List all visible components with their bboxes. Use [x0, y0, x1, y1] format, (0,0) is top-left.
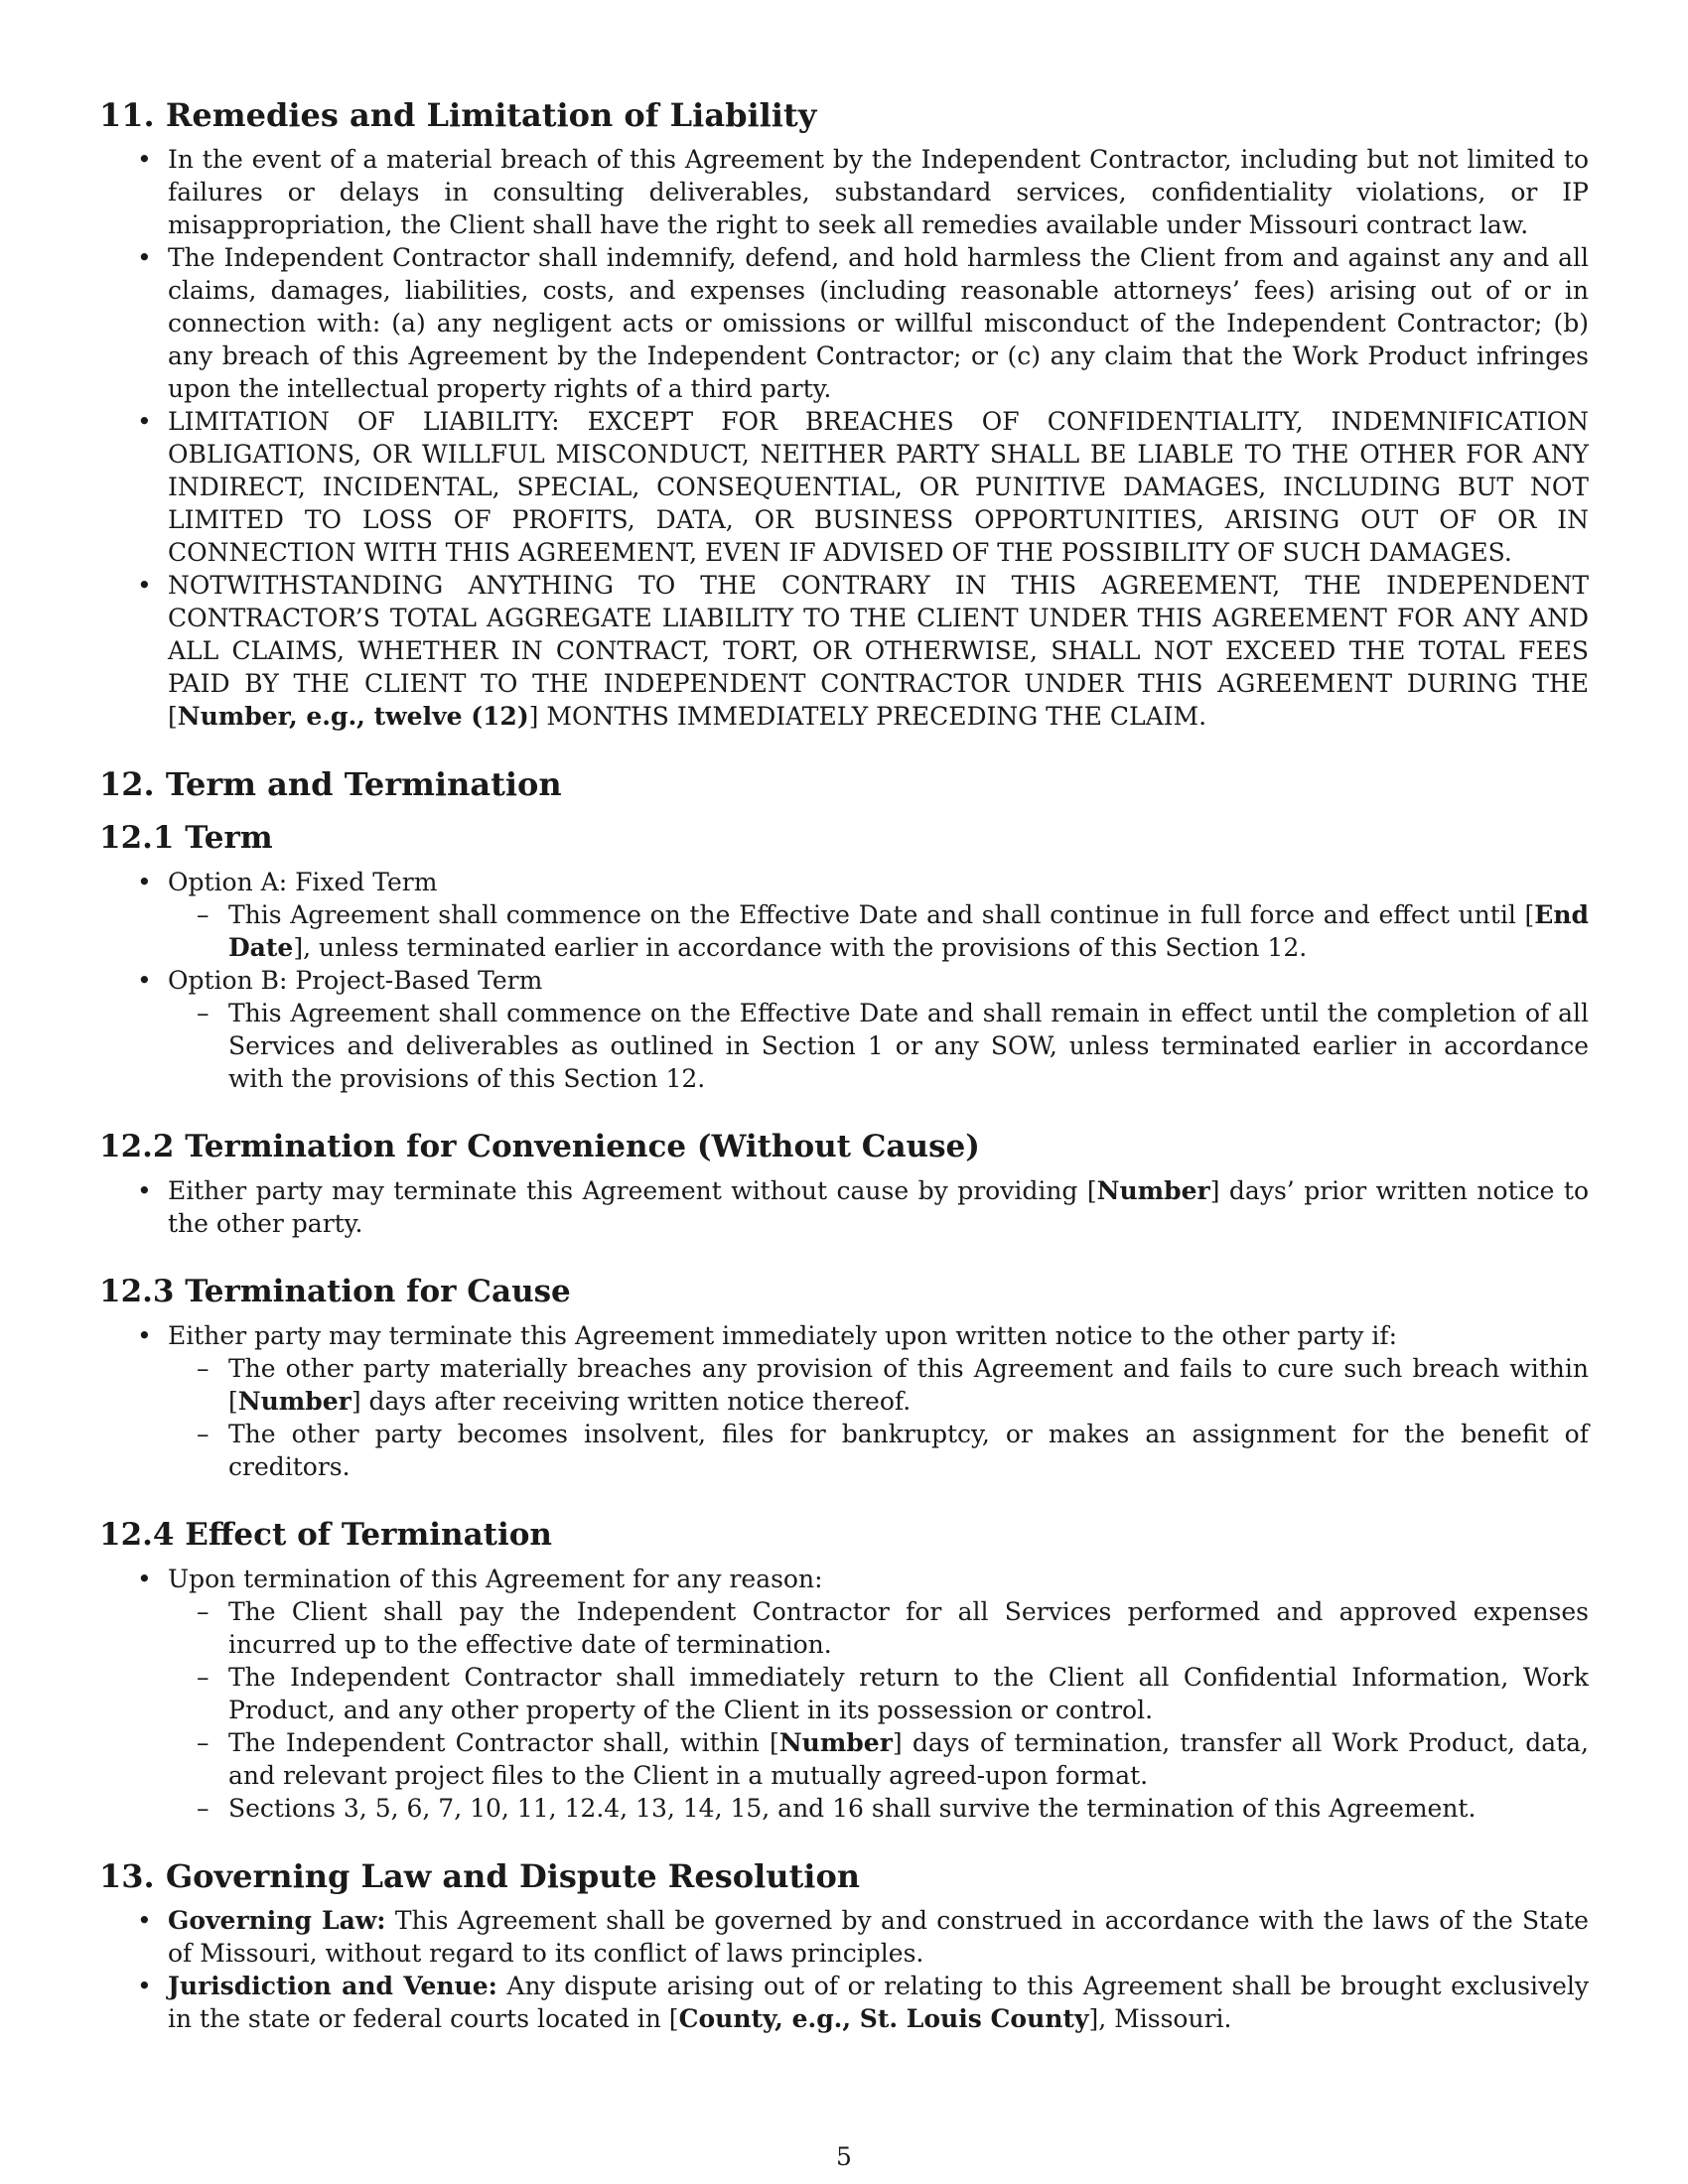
governing-law-label: Governing Law:	[168, 1906, 386, 1935]
aggregate-liability-text: NOTWITHSTANDING ANYTHING TO THE CONTRARY IN THIS AGREEMENT, THE INDEPENDENT CONTRACTOR’S TOTAL AGGREGATE LIABILITY TO THE CLIENT UNDER THIS AGREEMENT FOR ANY AND ALL CLAIMS, WHETHER IN CONTRACT, TORT, OR OTHERWISE, SHALL NOT EXCEED THE TOTAL FEES PAID BY THE CLIENT TO THE INDEPENDENT CONTRACTOR UNDER THIS AGREEMENT DURING THE [	[168, 571, 1589, 731]
aggregate-liability-text-end: ] MONTHS IMMEDIATELY PRECEDING THE CLAIM.	[528, 702, 1207, 731]
section-12-heading: 12. Term and Termination	[99, 765, 562, 803]
list-item	[168, 1661, 1589, 1726]
list-item	[168, 898, 1589, 964]
breach-text: The other party materially breaches any provision of this Agreement and fails to cure such breach within [	[228, 1354, 1589, 1416]
jurisdiction-text: Any dispute arising out of or relating to this Agreement shall be brought exclusively in the state or federal courts located in [	[168, 1972, 1589, 2033]
section-12-1-heading: 12.1 Term	[99, 820, 273, 856]
section-11-heading: 11. Remedies and Limitation of Liability	[99, 96, 817, 134]
section-12-4-list	[99, 1563, 1589, 1825]
list-item	[99, 241, 1589, 405]
list-item	[168, 1418, 1589, 1483]
transfer-text-end: ] days of termination, transfer all Work Product, data, and relevant project files to the Client in a mutually agreed-upon format.	[228, 1728, 1589, 1790]
option-b-text: This Agreement shall commence on the Effective Date and shall remain in effect until the completion of all Services and deliverables as outlined in Section 1 or any SOW, unless terminated earlier in accordance with the provisions of this Section 12.	[228, 999, 1589, 1093]
list-item	[168, 1792, 1589, 1825]
convenience-text-end: ] days’ prior written notice to the other party.	[168, 1176, 1589, 1238]
placeholder-county: County, e.g., St. Louis County	[678, 2004, 1089, 2033]
list-item	[99, 1319, 1589, 1483]
placeholder-months: Number, e.g., twelve (12)	[177, 702, 529, 731]
list-item	[99, 1563, 1589, 1825]
section-12-3-heading: 12.3 Termination for Cause	[99, 1274, 571, 1309]
option-a-label: Option A: Fixed Term	[168, 868, 438, 896]
section-13-list	[99, 1904, 1589, 2035]
placeholder-end-date: End Date	[228, 900, 1589, 962]
effect-sublist	[168, 1595, 1589, 1825]
remedies-text: In the event of a material breach of this Agreement by the Independent Contractor, including but not limited to failures or delays in consulting deliverables, substandard services, confidentiality violations, or IP misappropriation, the Client shall have the right to seek all remedies available under Missouri contract law.	[168, 145, 1589, 239]
list-item	[99, 569, 1589, 733]
list-item	[99, 1904, 1589, 1970]
option-b-sublist	[168, 997, 1589, 1095]
list-item	[99, 143, 1589, 241]
jurisdiction-text-end: ], Missouri.	[1088, 2004, 1232, 2033]
survival-text: Sections 3, 5, 6, 7, 10, 11, 12.4, 13, 14, 15, and 16 shall survive the termination of this Agreement.	[228, 1794, 1477, 1823]
transfer-text: The Independent Contractor shall, within [	[228, 1728, 779, 1757]
placeholder-number: Number	[1096, 1176, 1210, 1205]
placeholder-number: Number	[778, 1728, 893, 1757]
page-number: 5	[836, 2142, 852, 2171]
list-item	[99, 964, 1589, 1095]
list-item	[168, 1726, 1589, 1792]
return-property-text: The Independent Contractor shall immediately return to the Client all Confidential Information, Work Product, and any other property of the Client in its possession or control.	[228, 1663, 1589, 1724]
section-12-1-list	[99, 866, 1589, 1095]
breach-text-end: ] days after receiving written notice thereof.	[351, 1387, 912, 1416]
list-item	[99, 1174, 1589, 1240]
cause-sublist	[168, 1352, 1589, 1483]
cause-intro-text: Either party may terminate this Agreement immediately upon written notice to the other party if:	[168, 1321, 1398, 1350]
list-item	[168, 997, 1589, 1095]
section-12-2-heading: 12.2 Termination for Convenience (Without Cause)	[99, 1129, 980, 1164]
section-13-heading: 13. Governing Law and Dispute Resolution	[99, 1857, 861, 1895]
payment-text: The Client shall pay the Independent Contractor for all Services performed and approved expenses incurred up to the effective date of termination.	[228, 1597, 1589, 1659]
section-11-list	[99, 143, 1589, 733]
section-12-4-heading: 12.4 Effect of Termination	[99, 1517, 552, 1553]
option-a-text: This Agreement shall commence on the Effective Date and shall continue in full force and effect until [	[228, 900, 1535, 929]
insolvency-text: The other party becomes insolvent, files for bankruptcy, or makes an assignment for the benefit of creditors.	[228, 1420, 1589, 1481]
option-a-sublist	[168, 898, 1589, 964]
list-item	[99, 866, 1589, 964]
governing-law-text: This Agreement shall be governed by and construed in accordance with the laws of the State of Missouri, without regard to its conflict of laws principles.	[168, 1906, 1589, 1968]
option-b-label: Option B: Project-Based Term	[168, 966, 543, 995]
list-item	[99, 405, 1589, 569]
list-item	[168, 1352, 1589, 1418]
jurisdiction-label: Jurisdiction and Venue:	[168, 1972, 497, 2000]
list-item	[168, 1595, 1589, 1661]
indemnification-text: The Independent Contractor shall indemnify, defend, and hold harmless the Client from and against any and all claims, damages, liabilities, costs, and expenses (including reasonable attorneys’ fees) arising out of or in connection with: (a) any negligent acts or omissions or willful misconduct of the Independent Contractor; (b) any breach of this Agreement by the Independent Contractor; or (c) any claim that the Work Product infringes upon the intellectual property rights of a third party.	[168, 243, 1589, 403]
convenience-text: Either party may terminate this Agreement without cause by providing [	[168, 1176, 1097, 1205]
section-12-3-list	[99, 1319, 1589, 1483]
page-content	[99, 93, 1589, 2035]
limitation-of-liability-text: LIMITATION OF LIABILITY: EXCEPT FOR BREACHES OF CONFIDENTIALITY, INDEMNIFICATION OBLIGATIONS, OR WILLFUL MISCONDUCT, NEITHER PARTY SHALL BE LIABLE TO THE OTHER FOR ANY INDIRECT, INCIDENTAL, SPECIAL, CONSEQUENTIAL, OR PUNITIVE DAMAGES, INCLUDING BUT NOT LIMITED TO LOSS OF PROFITS, DATA, OR BUSINESS OPPORTUNITIES, ARISING OUT OF OR IN CONNECTION WITH THIS AGREEMENT, EVEN IF ADVISED OF THE POSSIBILITY OF SUCH DAMAGES.	[168, 407, 1589, 567]
option-a-text-end: ], unless terminated earlier in accordance with the provisions of this Section 12.	[293, 933, 1308, 962]
effect-intro-text: Upon termination of this Agreement for any reason:	[168, 1565, 823, 1593]
section-12-2-list	[99, 1174, 1589, 1240]
placeholder-number: Number	[237, 1387, 352, 1416]
list-item	[99, 1970, 1589, 2035]
